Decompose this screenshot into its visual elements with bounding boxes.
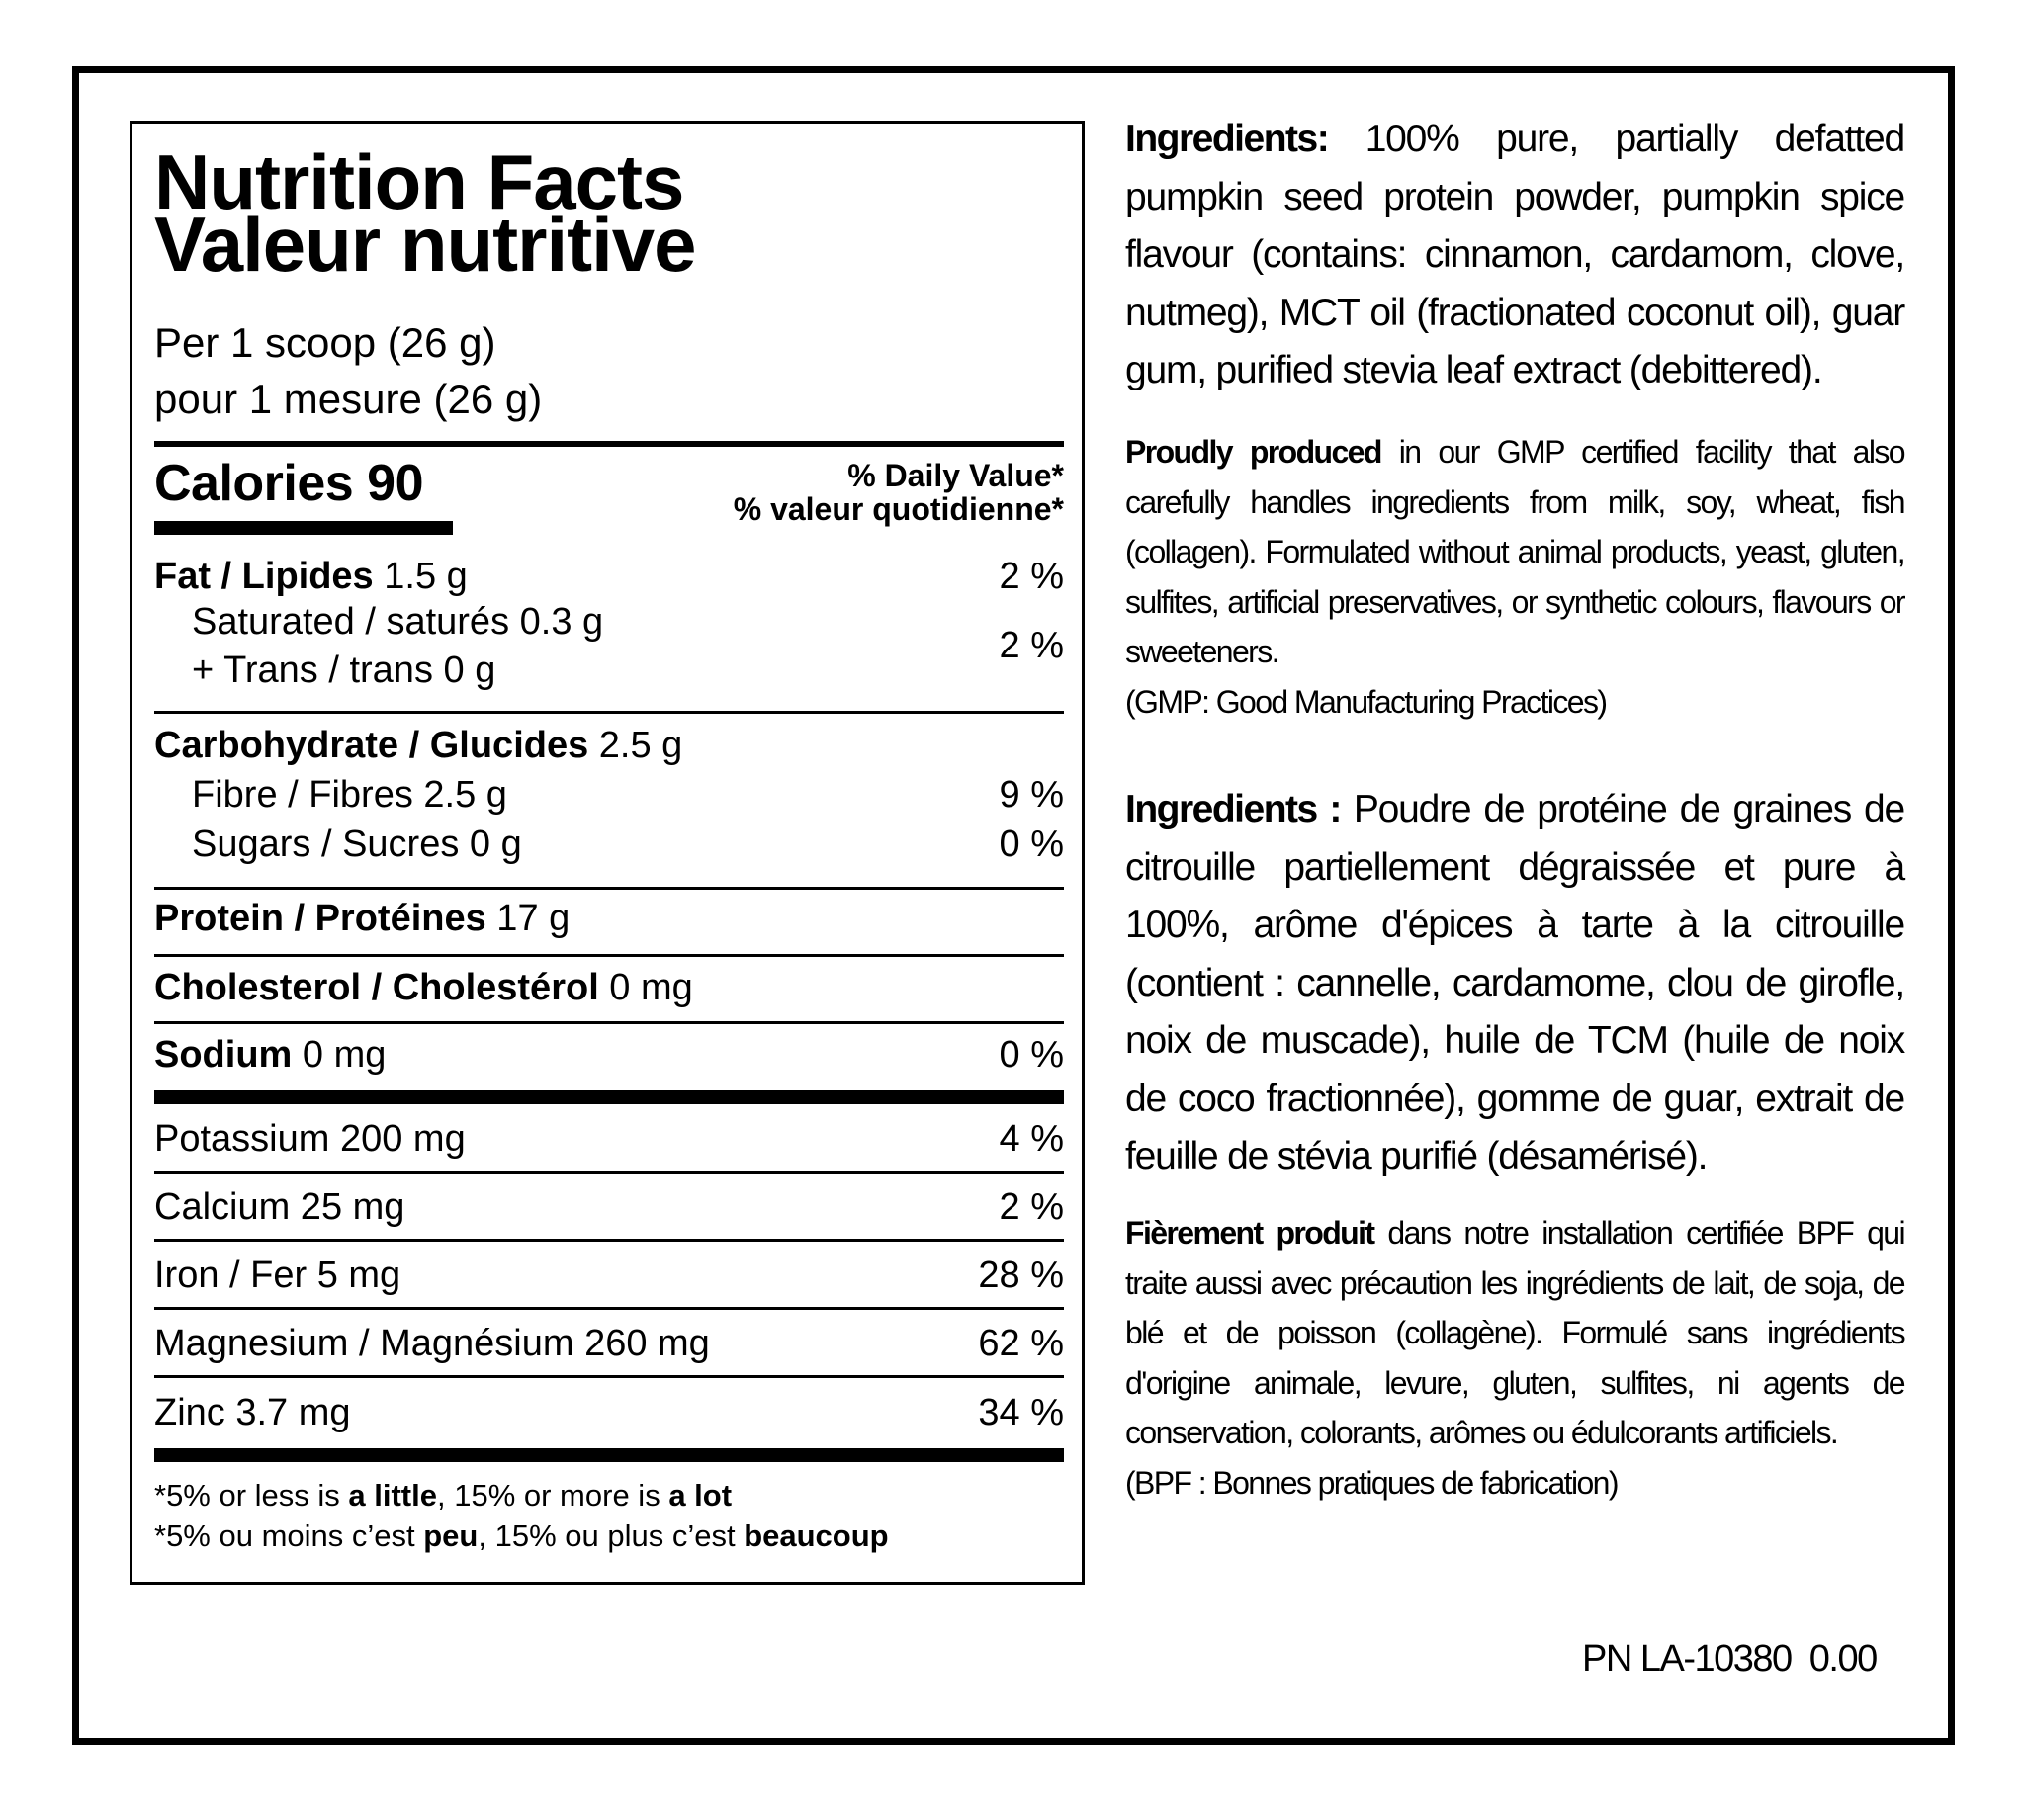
rule bbox=[154, 1307, 1064, 1310]
bpf-note: (BPF : Bonnes pratiques de fabrication) bbox=[1125, 1464, 1618, 1501]
daily-value-fr: % valeur quotidienne* bbox=[733, 491, 1064, 527]
row-sodium: Sodium 0 mg bbox=[154, 1034, 387, 1076]
footnote-en: *5% or less is a little, 15% or more is a lot bbox=[154, 1478, 733, 1513]
pct-fibre: 9 % bbox=[999, 774, 1064, 816]
rule-top bbox=[154, 441, 1064, 447]
row-zinc: Zinc 3.7 mg bbox=[154, 1392, 351, 1433]
rule bbox=[154, 954, 1064, 957]
pct-sat-trans: 2 % bbox=[999, 625, 1064, 666]
ingredients-en: Ingredients: 100% pure, partially defatted pumpkin seed protein powder, pumpkin spice flavour (contains: cinnamon, cardamom, clove, nutmeg), MCT oil (fractionated coconut oil), guar gum, purified stevia leaf extract (debittered). bbox=[1125, 118, 1904, 391]
row-fibre: Fibre / Fibres 2.5 g bbox=[192, 774, 507, 816]
row-magnesium: Magnesium / Magnésium 260 mg bbox=[154, 1323, 710, 1364]
pct-fat: 2 % bbox=[999, 556, 1064, 597]
pct-sodium: 0 % bbox=[999, 1034, 1064, 1076]
title-fr: Valeur nutritive bbox=[154, 201, 696, 288]
facility-statement-en: Proudly produced in our GMP certified facility that also carefully handles ingredients from milk, soy, wheat, fish (collagen). Formulated without animal products, yeast, gluten, sulfites, artificial preservatives, or synthetic colours, flavours or sweeteners. (GMP: Good Manufacturing Practices) bbox=[1125, 427, 1904, 727]
ingredients-fr: Ingredients : Poudre de protéine de graines de citrouille partiellement dégraissée et pure à 100%, arôme d'épices à tarte à la citrouille (contient : cannelle, cardamome, clou de girofle, noix de muscade), huile de TCM (huile de noix de coco fractionnée), gomme de guar, extrait de feuille de stévia purifié (désamérisé). bbox=[1125, 788, 1904, 1177]
rule bbox=[154, 1171, 1064, 1174]
rule-thick bbox=[154, 1090, 1064, 1104]
pct-calcium: 2 % bbox=[999, 1186, 1064, 1228]
pct-iron: 28 % bbox=[978, 1255, 1064, 1296]
row-potassium: Potassium 200 mg bbox=[154, 1118, 466, 1160]
pct-sugars: 0 % bbox=[999, 823, 1064, 865]
row-sugars: Sugars / Sucres 0 g bbox=[192, 823, 522, 865]
pct-zinc: 34 % bbox=[978, 1392, 1064, 1433]
row-saturated: Saturated / saturés 0.3 g bbox=[192, 601, 604, 643]
row-trans: + Trans / trans 0 g bbox=[192, 650, 496, 691]
row-iron: Iron / Fer 5 mg bbox=[154, 1255, 401, 1296]
row-carbohydrate: Carbohydrate / Glucides 2.5 g bbox=[154, 725, 683, 766]
rule bbox=[154, 711, 1064, 714]
rule bbox=[154, 1375, 1064, 1378]
rule bbox=[154, 1239, 1064, 1242]
nutrition-facts-panel bbox=[130, 121, 1085, 1585]
facility-statement-fr: Fièrement produit dans notre installation certifiée BPF qui traite aussi avec précaution les ingrédients de lait, de soja, de blé et de poisson (collagène). Formulé sans ingrédients d'origine animale, levure, gluten, sulfites, ni agents de conservation, colorants, arômes ou édulcorants artificiels. (BPF : Bonnes pratiques de fabrication) bbox=[1125, 1208, 1904, 1508]
serving-en: Per 1 scoop (26 g) bbox=[154, 319, 496, 366]
row-calcium: Calcium 25 mg bbox=[154, 1186, 405, 1228]
row-protein: Protein / Protéines 17 g bbox=[154, 898, 571, 939]
row-cholesterol: Cholesterol / Cholestérol 0 mg bbox=[154, 967, 693, 1008]
part-number: PN LA-10380 0.00 bbox=[1582, 1638, 1877, 1680]
pct-potassium: 4 % bbox=[999, 1118, 1064, 1160]
rule-thick bbox=[154, 1448, 1064, 1462]
daily-value-en: % Daily Value* bbox=[847, 458, 1064, 493]
row-fat: Fat / Lipides 1.5 g bbox=[154, 556, 468, 597]
rule bbox=[154, 1021, 1064, 1024]
calories-bar bbox=[154, 521, 453, 535]
calories: Calories 90 bbox=[154, 455, 423, 512]
pct-magnesium: 62 % bbox=[978, 1323, 1064, 1364]
title-en: Nutrition Facts bbox=[154, 138, 684, 225]
footnote-fr: *5% ou moins c’est peu, 15% ou plus c’est beaucoup bbox=[154, 1518, 889, 1553]
gmp-note: (GMP: Good Manufacturing Practices) bbox=[1125, 683, 1607, 720]
rule bbox=[154, 887, 1064, 890]
serving-fr: pour 1 mesure (26 g) bbox=[154, 376, 543, 422]
